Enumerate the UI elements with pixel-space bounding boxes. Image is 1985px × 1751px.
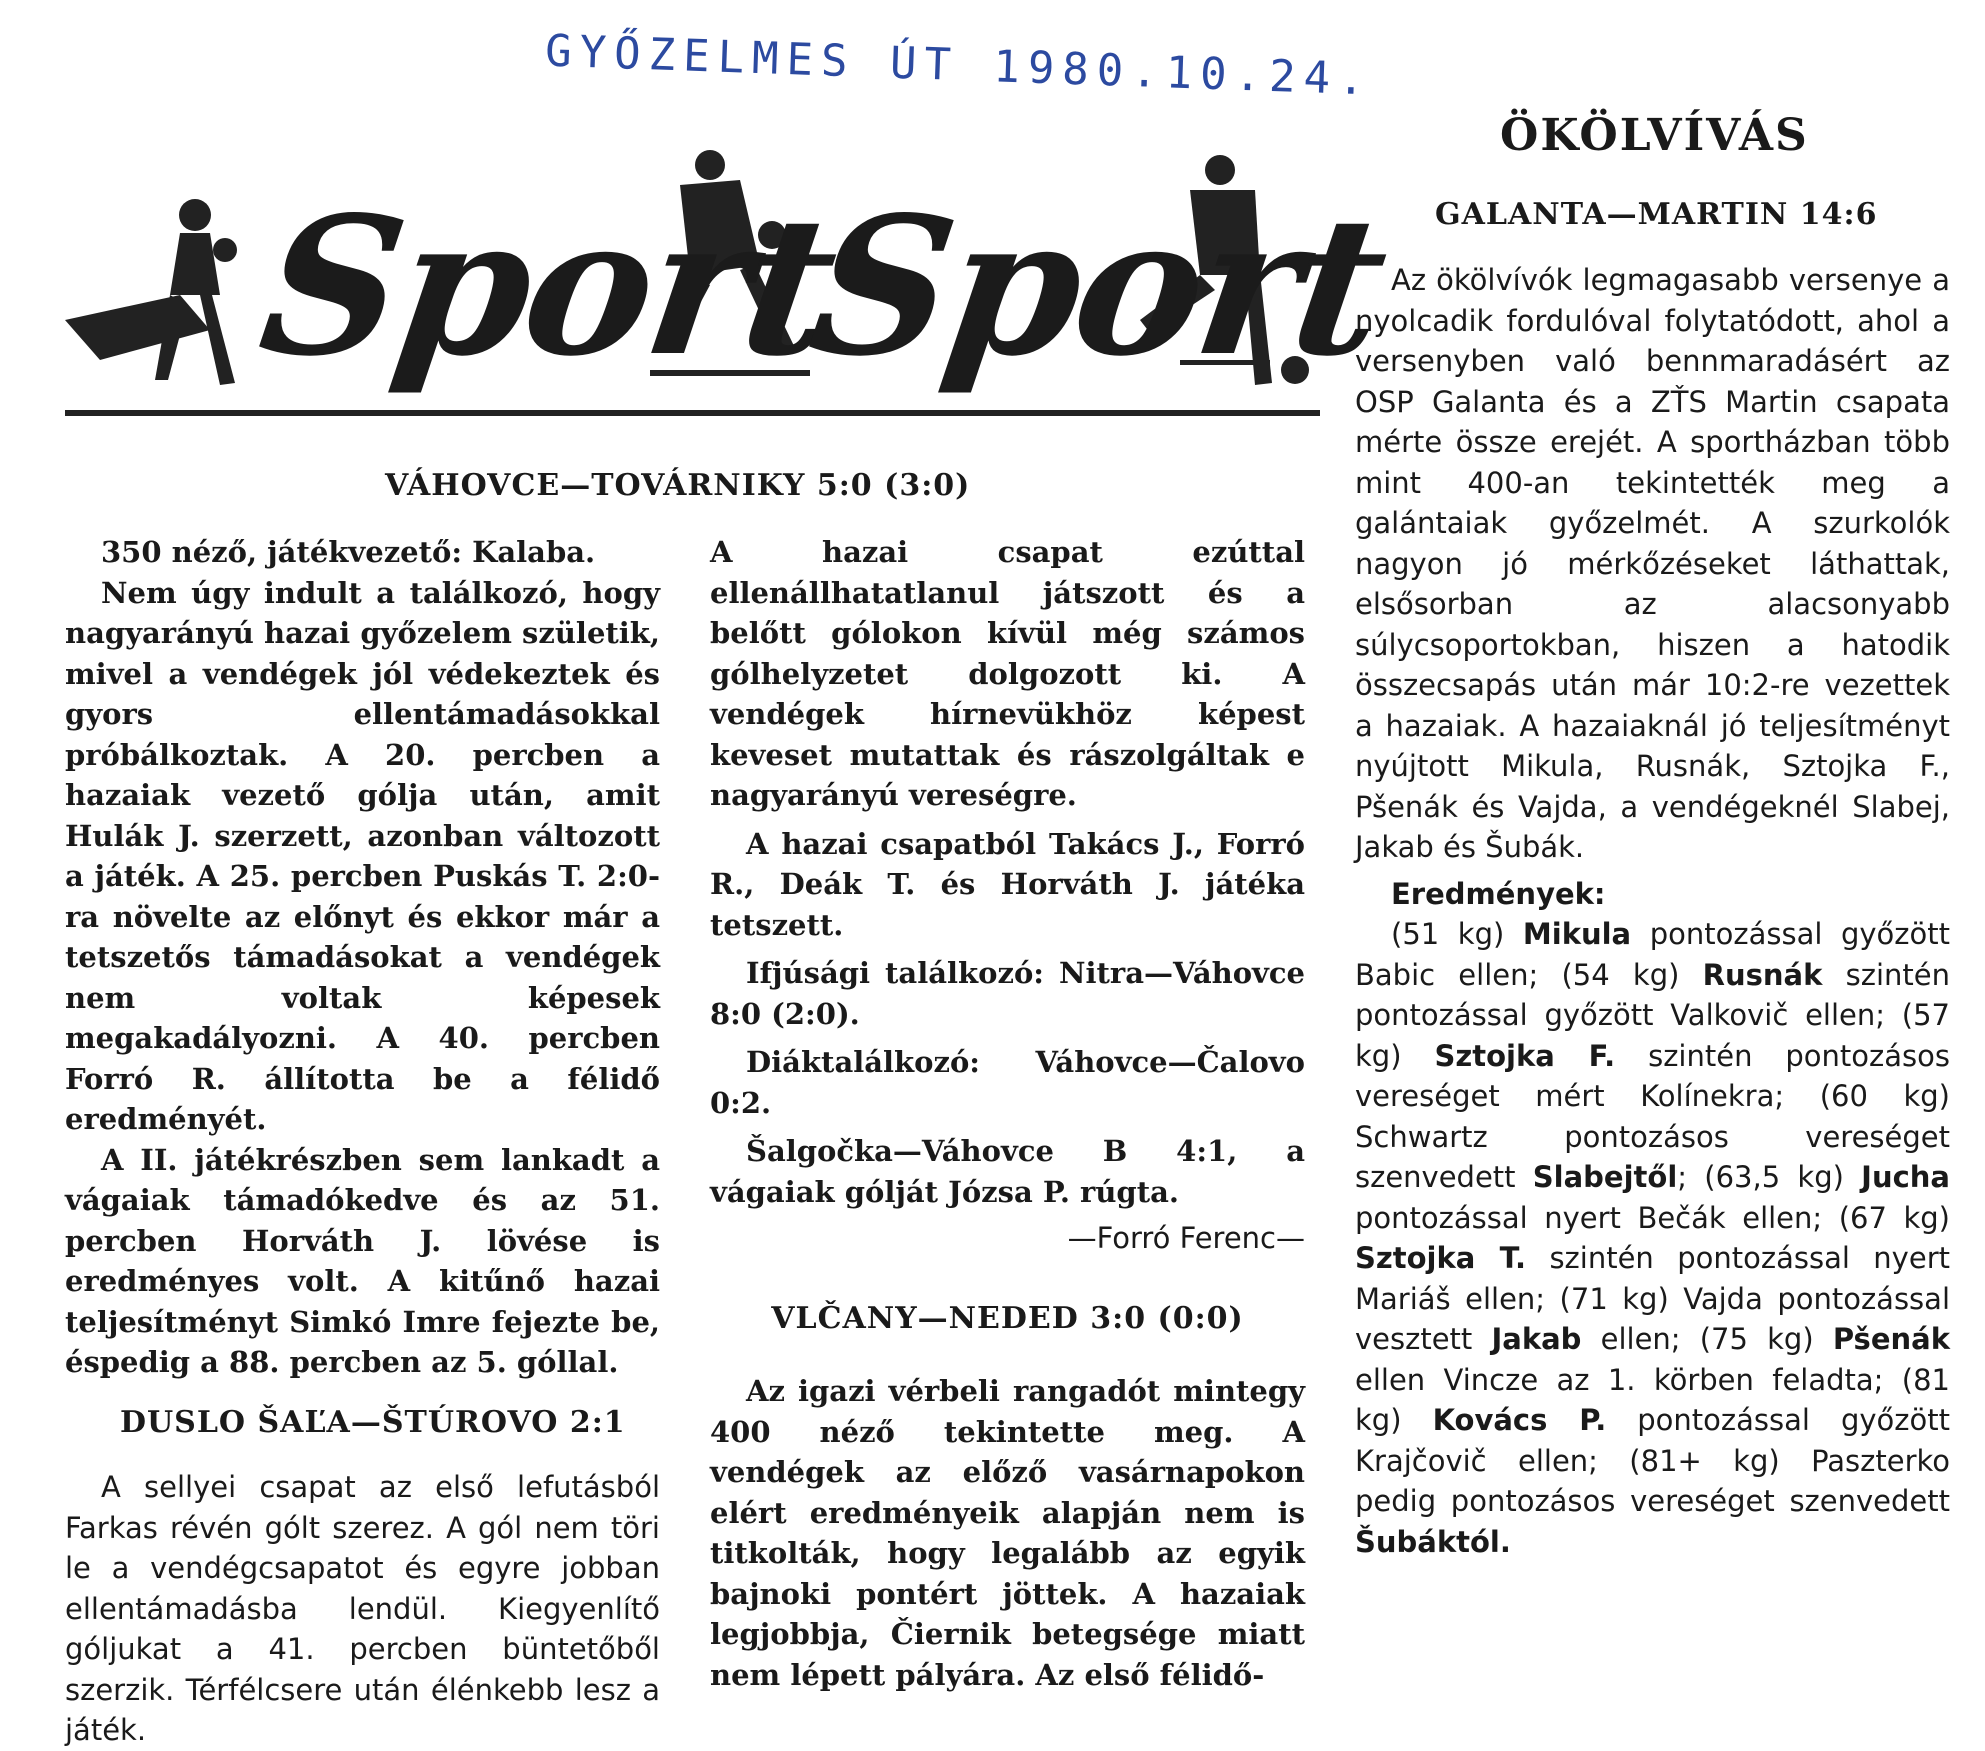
result-boxer-name: Šubáktól. (1355, 1524, 1511, 1559)
vlcany-headline: VLČANY—NEDED 3:0 (0:0) (771, 1300, 1244, 1336)
column-3 (1355, 260, 1950, 1562)
boxer-left-figure (65, 199, 237, 385)
result-text: szintén pontozással nyert Mariáš ellen; (71 kg) Vajda pontozással vesztett (1355, 1241, 1950, 1356)
result-boxer-name: Kovács P. (1432, 1403, 1607, 1437)
results-paragraph (1355, 914, 1950, 1562)
results-label: Eredmények: (1391, 876, 1606, 911)
result-boxer-name: Pšenák (1832, 1322, 1950, 1356)
duslo-headline: DUSLO ŠAĽA—ŠTÚROVO 2:1 (120, 1404, 626, 1440)
okolvivas-heading: ÖKÖLVÍVÁS (1500, 110, 1809, 161)
vahovce-paragraph-2: Nem úgy indult a találkozó, hogy nagyarányú hazai győzelem születik, mivel a vendégek jól védekeztek és gyors ellentámadásokkal próbálkoztak. A 20. percben a hazaiak vezető gólja után, amit Hulák J. szerzett, azonban változott a játék. A 25. percben Puskás T. 2:0-ra növelte az előnyt és ekkor már a tetszetős támadásokat a vendégek nem voltak képesek megakadályozni. A 40. percben Forró R. állította be a félidő eredményét. (65, 575, 660, 1136)
result-text: ellen; (75 kg) (1581, 1322, 1833, 1356)
result-boxer-name: Sztojka F. (1434, 1038, 1616, 1073)
vlcany-paragraph-1: Az igazi vérbeli rangadót mintegy 400 néző tekintette meg. A vendégek az előző vasárnapokon elért eredményeik alapján nem is titkolták, hogy legalább az egyik bajnoki pontért jöttek. A hazaiak legjobbja, Čiernik betegsége miatt nem lépett pályára. Az első félidő- (710, 1374, 1305, 1692)
vahovce-headline: VÁHOVCE—TOVÁRNIKY 5:0 (3:0) (385, 468, 971, 503)
result-boxer-name: Sztojka T. (1355, 1241, 1527, 1275)
result-text: ; (63,5 kg) (1677, 1160, 1862, 1194)
vahovce-byline: —Forró Ferenc— (1067, 1221, 1305, 1255)
result-boxer-name: Slabejtől (1532, 1160, 1678, 1194)
masthead-rule (65, 410, 1320, 416)
duslo-paragraph-1: A sellyei csapat az első lefutásból Farkas révén gólt szerez. A gól nem töri le a vendégcsapatot és egyre jobban ellentámadásba lendül. Kiegyenlítő góljukat a 41. percben büntetőből szerzik. Térfélcsere után élénkebb lesz a játék. (65, 1470, 660, 1747)
masthead-word-left: Sport (249, 175, 846, 398)
result-boxer-name: Mikula (1522, 917, 1632, 951)
sport-masthead (60, 145, 1396, 435)
vahovce-paragraph-8: Šalgočka—Váhovce B 4:1, a vágaiak gólját Józsa P. rúgta. (710, 1134, 1305, 1209)
vahovce-paragraph-6: Ifjúsági találkozó: Nitra—Váhovce 8:0 (2:0). (710, 956, 1305, 1031)
result-boxer-name: Jucha (1861, 1160, 1950, 1194)
vahovce-paragraph-4: A hazai csapat ezúttal ellenállhatatlanul játszott és a belőtt gólokon kívül még számos gólhelyzetet dolgozott ki. A vendégek hírnevükhöz képest keveset mutattak és rászolgáltak e nagyarányú vereségre. (710, 535, 1305, 812)
vahovce-paragraph-3: A II. játékrészben sem lankadt a vágaiak támadókedve és az 51. percben Horváth J. lövése is eredményes volt. A kitűnő hazai teljesítményt Simkó Imre fejezte be, éspedig a 88. percben az 5. góllal. (65, 1142, 660, 1379)
result-text: (51 kg) (1391, 917, 1523, 951)
vahovce-paragraph-5: A hazai csapatból Takács J., Forró R., Deák T. és Horváth J. játéka tetszett. (710, 826, 1305, 942)
vahovce-paragraph-1: 350 néző, játékvezető: Kalaba. (101, 535, 596, 569)
column-2 (710, 532, 1305, 1695)
result-text: pontozással nyert Bečák ellen; (67 kg) (1355, 1200, 1950, 1235)
result-text: ellen Vincze az 1. körben feladta; (81 kg) (1355, 1362, 1950, 1437)
result-text: pontozással győzött Babic ellen; (54 kg) (1355, 917, 1950, 992)
column-1 (65, 532, 660, 1751)
result-boxer-name: Rusnák (1702, 957, 1823, 992)
handwritten-date-note: GYŐZELMES ÚT 1980.10.24. (544, 25, 1374, 106)
okolvivas-headline: GALANTA—MARTIN 14:6 (1435, 197, 1878, 232)
okolvivas-paragraph-1: Az ökölvívók legmagasabb versenye a nyolcadik fordulóval folytatódott, ahol a versenyben való bennmaradásért az OSP Galanta és a ZŤS Martin csapata mérte össze erejét. A sportházban több mint 400-an tekintették meg a galántaiak győzelmét. A szurkolók nagyon jó mérkőzéseket láthattak, elsősorban az alacsonyabb súlycsoportokban, hiszen a hatodik összecsapás után már 10:2-re vezettek a hazaiak. A hazaiaknál jó teljesítményt nyújtott Mikula, Rusnák, Sztojka F., Pšenák és Vajda, a vendégeknél Slabej, Jakab és Šubák. (1355, 263, 1950, 864)
masthead-word-right: Sport (799, 175, 1396, 398)
vahovce-paragraph-7: Diáktalálkozó: Váhovce—Čalovo 0:2. (710, 1045, 1305, 1120)
result-boxer-name: Jakab (1491, 1322, 1582, 1356)
result-text: szintén pontozásos vereséget mért Kolínekra; (60 kg) Schwartz pontozásos vereséget szenvedett (1355, 1038, 1950, 1194)
result-text: pontozással győzött Krajčovič ellen; (81+ kg) Paszterko pedig pontozásos vereséget szenvedett (1355, 1403, 1951, 1518)
result-text: szintén pontozással győzött Valkovič ellen; (57 kg) (1355, 957, 1950, 1073)
